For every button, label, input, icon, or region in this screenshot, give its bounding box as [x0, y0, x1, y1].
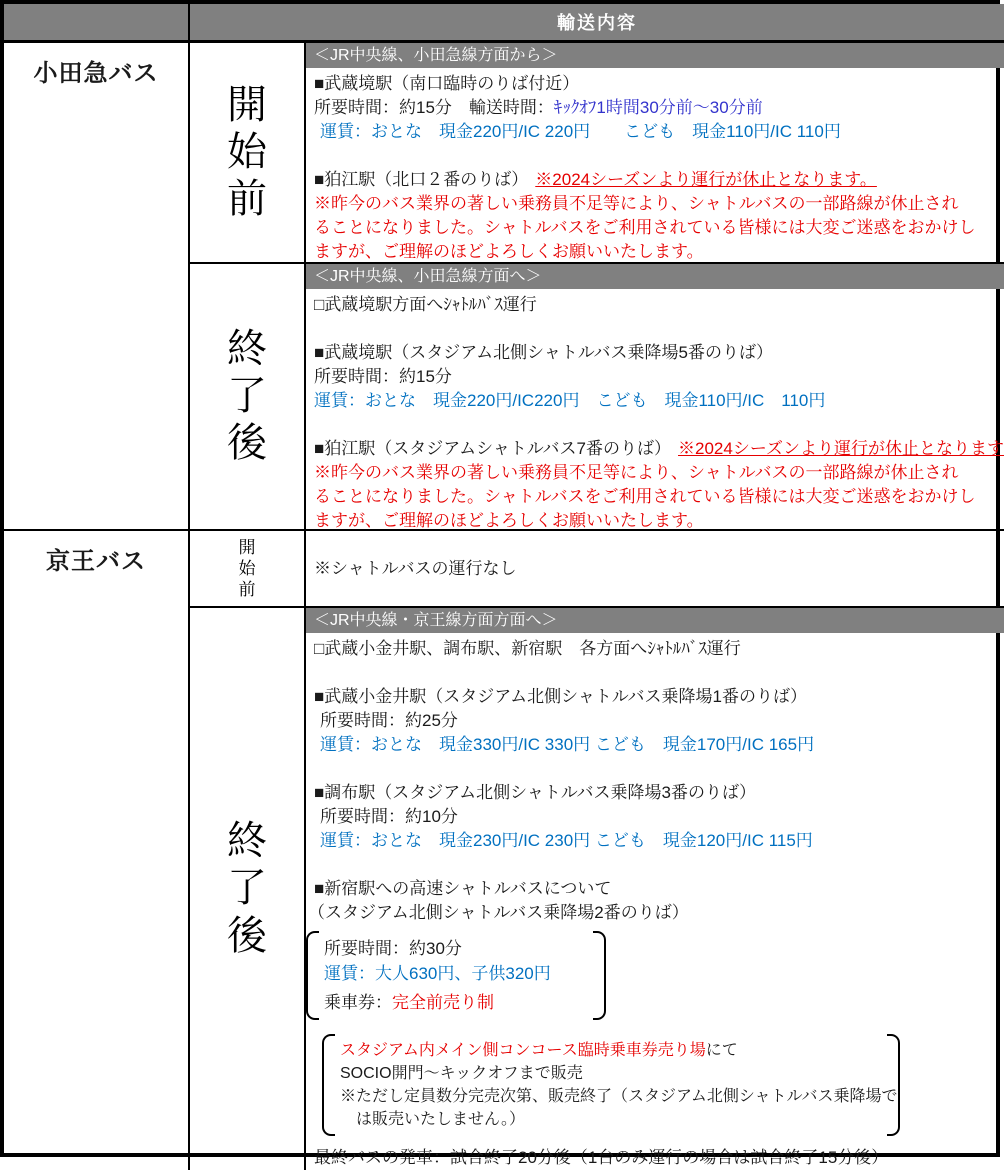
stop-title: ■新宿駅への高速シャトルバスについて: [314, 879, 612, 898]
notice-line: ることになりました。シャトルバスをご利用されている皆様には大変ご迷惑をおかけし: [314, 487, 976, 506]
spacer: [306, 757, 1004, 781]
content-keio-after: [306, 608, 1004, 1170]
spacer: [306, 317, 1004, 341]
no-service-note: ※シャトルバスの運行なし: [314, 558, 517, 578]
notice-line: ※昨今のバス業界の著しい乗務員不足等により、シャトルバスの一部路線が休止され: [314, 194, 959, 213]
sales-note-line: は販売いたしません。）: [340, 1111, 525, 1128]
route-note: □武蔵小金井駅、調布駅、新宿駅 各方面へｼｬﾄﾙﾊﾞｽ運行: [314, 639, 741, 658]
phase-cell-odakyu-before: [190, 43, 306, 264]
shinjuku-detail-bracket: [306, 931, 606, 1020]
fare-line: 運賃：おとな 現金330円/IC 330円 こども 現金170円/IC 165円: [320, 735, 815, 754]
fare-line: 運賃：おとな 現金220円/IC 220円 こども 現金110円/IC 110円: [320, 122, 841, 141]
section-header-text: ＜JR中央線・京王線方面方面へ＞: [314, 612, 558, 629]
content-odakyu-before: [306, 43, 1004, 264]
time-line: 所要時間：約30分: [324, 939, 462, 958]
stop-title: ■狛江駅（北口２番のりば） ※2024シーズンより運行が休止となります。: [314, 170, 877, 189]
fare-line: 運賃：おとな 現金220円/IC220円 こども 現金110円/IC 110円: [314, 391, 826, 410]
phase-label-keio-before: 開始前: [238, 537, 256, 600]
stop-title: ■武蔵小金井駅（スタジアム北側シャトルバス乗降場1番のりば）: [314, 687, 808, 706]
time-line: 所要時間：約10分: [320, 807, 458, 826]
company-cell-keio: [4, 531, 190, 1170]
sales-place-line: スタジアム内メイン側コンコース臨時乗車券売り場にて: [340, 1042, 738, 1059]
route-note: □武蔵境駅方面へｼｬﾄﾙﾊﾞｽ運行: [314, 295, 537, 314]
phase-cell-odakyu-after: [190, 264, 306, 531]
spacer: [306, 144, 1004, 168]
notice-line: ますが、ご理解のほどよろしくお願いいたします。: [314, 242, 704, 261]
last-bus-line: 最終バスの発車：試合終了20分後（1台のみ運行の場合は試合終了15分後）: [314, 1148, 889, 1167]
phase-cell-keio-after: [190, 608, 306, 1170]
phase-label-keio-after: 終了後: [227, 819, 267, 958]
company-name-keio: 京王バス: [46, 548, 146, 575]
content-keio-before: [306, 531, 1004, 608]
ticket-line: 乗車券：完全前売り制: [324, 993, 494, 1012]
spacer: [306, 661, 1004, 685]
phase-label-odakyu-after: 終了後: [227, 326, 267, 466]
time-line: 所要時間：約15分: [314, 367, 452, 386]
time-line: 所要時間：約25分: [320, 711, 458, 730]
company-cell-odakyu: [4, 43, 190, 531]
phase-label-odakyu-before: 開始前: [227, 82, 267, 222]
time-line: 所要時間：約15分 輸送時間：ｷｯｸｵﾌ1時間30分前～30分前: [314, 98, 763, 117]
section-header: [306, 608, 1004, 633]
section-header-text: ＜JR中央線、小田急線方面から＞: [314, 47, 558, 64]
stop-subtitle: （スタジアム北側シャトルバス乗降場2番のりば）: [308, 903, 689, 922]
ticket-type-value: 完全前売り制: [392, 993, 494, 1012]
sales-note-line: ※ただし定員数分完売次第、販売終了（スタジアム北側シャトルバス乗降場で: [340, 1088, 898, 1105]
section-header: [306, 264, 1004, 289]
fare-line: 運賃：大人630円、子供320円: [324, 964, 551, 983]
spacer: [306, 413, 1004, 437]
stop-title: ■武蔵境駅（スタジアム北側シャトルバス乗降場5番のりば）: [314, 343, 774, 362]
company-name-odakyu: 小田急バス: [33, 60, 159, 87]
notice-line: ますが、ご理解のほどよろしくお願いいたします。: [314, 511, 704, 530]
phase-cell-keio-before: [190, 531, 306, 608]
notice-line: ることになりました。シャトルバスをご利用されている皆様には大変ご迷惑をおかけし: [314, 218, 976, 237]
stop-title: ■狛江駅（スタジアムシャトルバス7番のりば） ※2024シーズンより運行が休止となります: [314, 439, 1004, 458]
stop-title: ■調布駅（スタジアム北側シャトルバス乗降場3番のりば）: [314, 783, 757, 802]
suspension-notice: ※2024シーズンより運行が休止となります: [678, 439, 1004, 458]
spacer: [306, 853, 1004, 877]
header-transport-label: 輸送内容: [556, 13, 637, 33]
section-header: [306, 43, 1004, 68]
suspension-notice: ※2024シーズンより運行が休止となります。: [535, 170, 877, 189]
sales-hours-line: SOCIO開門～キックオフまで販売: [340, 1065, 583, 1082]
ticket-sales-bracket: [322, 1034, 900, 1136]
header-corner-cell: [4, 4, 190, 43]
fare-line: 運賃：おとな 現金230円/IC 230円 こども 現金120円/IC 115円: [320, 831, 813, 850]
section-header-text: ＜JR中央線、小田急線方面へ＞: [314, 268, 542, 285]
content-odakyu-after: [306, 264, 1004, 531]
header-transport-cell: [190, 4, 1004, 43]
stop-title: ■武蔵境駅（南口臨時のりば付近）: [314, 74, 580, 93]
transport-time-value: ｷｯｸｵﾌ1時間30分前～30分前: [553, 98, 763, 117]
notice-line: ※昨今のバス業界の著しい乗務員不足等により、シャトルバスの一部路線が休止され: [314, 463, 959, 482]
